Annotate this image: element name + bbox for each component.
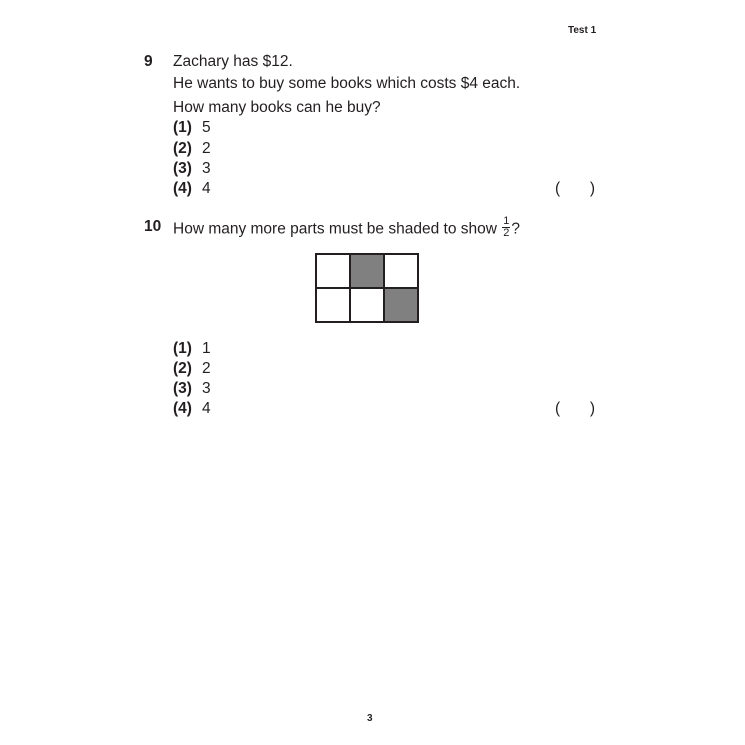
answer-close-bracket: )	[589, 180, 595, 197]
page-number: 3	[367, 713, 373, 724]
option-value: 3	[202, 160, 211, 177]
option-label: (2)	[173, 360, 192, 377]
grid-cell	[316, 288, 350, 322]
question-9-number: 9	[144, 53, 153, 70]
question-10-text	[173, 215, 520, 241]
grid-cell-shaded	[350, 254, 384, 288]
grid-cell	[350, 288, 384, 322]
question-10-option-1[interactable]	[173, 340, 211, 358]
option-value: 2	[202, 360, 211, 377]
question-10-number: 10	[144, 218, 162, 235]
option-value: 5	[202, 119, 211, 136]
option-label: (3)	[173, 160, 192, 177]
answer-open-bracket: (	[555, 180, 561, 197]
shaded-parts-grid	[315, 253, 419, 323]
fraction-one-half	[502, 216, 510, 239]
option-label: (4)	[173, 400, 192, 417]
question-9-option-1[interactable]	[173, 119, 211, 137]
grid-cell	[384, 254, 418, 288]
fraction-denominator: 2	[503, 227, 510, 239]
question-10-text-before: How many more parts must be shaded to show	[173, 220, 497, 238]
answer-open-bracket: (	[555, 400, 561, 417]
option-label: (4)	[173, 180, 192, 197]
question-9-answer-box[interactable]	[555, 180, 595, 198]
option-value: 2	[202, 140, 211, 157]
option-value: 3	[202, 380, 211, 397]
question-10-option-4[interactable]	[173, 400, 211, 418]
option-value: 4	[202, 180, 211, 197]
question-9-line-3: How many books can he buy?	[173, 99, 381, 116]
option-value: 4	[202, 400, 211, 417]
test-label: Test 1	[568, 25, 597, 36]
question-9-option-2[interactable]	[173, 140, 211, 158]
grid-cell-shaded	[384, 288, 418, 322]
grid-cell	[316, 254, 350, 288]
question-10-text-after: ?	[511, 220, 520, 238]
fraction-numerator: 1	[503, 215, 510, 227]
question-10-option-3[interactable]	[173, 380, 211, 398]
question-9-option-4[interactable]	[173, 180, 211, 198]
question-9-option-3[interactable]	[173, 160, 211, 178]
question-9-line-2: He wants to buy some books which costs $4 each.	[173, 75, 521, 92]
option-label: (3)	[173, 380, 192, 397]
option-label: (1)	[173, 119, 192, 136]
option-value: 1	[202, 340, 211, 357]
answer-close-bracket: )	[589, 400, 595, 417]
question-10-option-2[interactable]	[173, 360, 211, 378]
question-10-answer-box[interactable]	[555, 400, 595, 418]
option-label: (2)	[173, 140, 192, 157]
option-label: (1)	[173, 340, 192, 357]
question-9-line-1: Zachary has $12.	[173, 53, 293, 70]
